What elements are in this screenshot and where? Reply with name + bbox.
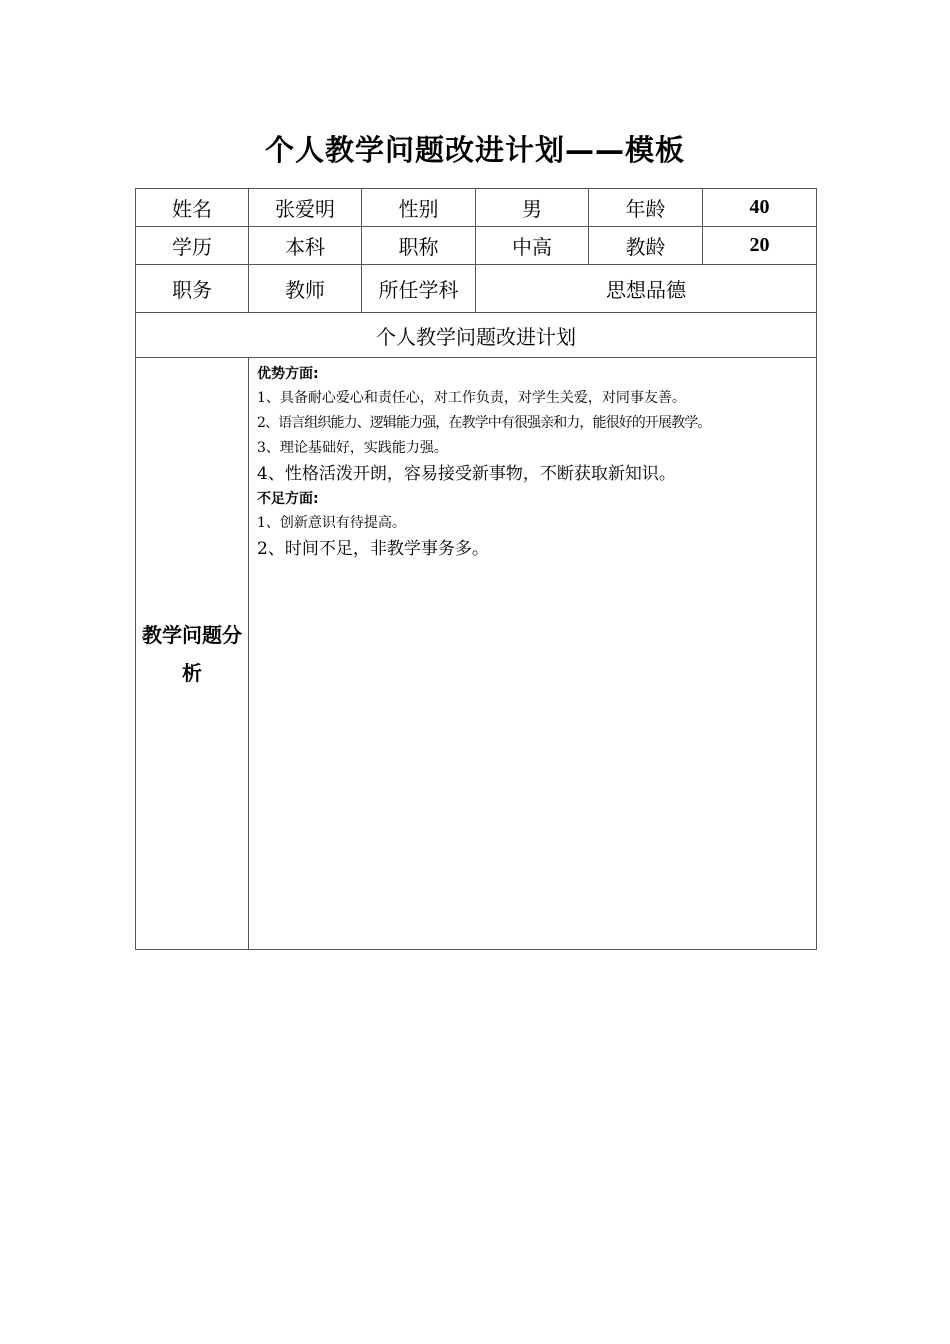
table-row (136, 313, 817, 358)
strengths-heading: 优势方面: (257, 366, 319, 382)
strength-item: 3、理论基础好，实践能力强。 (257, 440, 448, 456)
age-label: 年龄 (589, 189, 703, 227)
strength-item: 4、性格活泼开朗，容易接受新事物，不断获取新知识。 (257, 464, 676, 484)
analysis-label (136, 358, 249, 950)
table-row (136, 189, 817, 227)
analysis-label-line: 教学问题分 (142, 622, 242, 647)
education-label: 学历 (136, 227, 249, 265)
gender-value: 男 (476, 189, 589, 227)
name-value: 张爱明 (249, 189, 362, 227)
gender-label: 性别 (362, 189, 476, 227)
position-value: 教师 (249, 265, 362, 313)
weakness-item: 1、创新意识有待提高。 (257, 515, 406, 531)
rank-value: 中高 (476, 227, 589, 265)
table-row (136, 227, 817, 265)
table-row (136, 358, 817, 950)
analysis-label-line: 析 (182, 660, 202, 685)
subject-label: 所任学科 (362, 265, 476, 313)
name-label: 姓名 (136, 189, 249, 227)
position-label: 职务 (136, 265, 249, 313)
strength-item: 1、具备耐心爱心和责任心，对工作负责，对学生关爱，对同事友善。 (257, 390, 686, 406)
document-title: 个人教学问题改进计划——模板 (264, 133, 685, 167)
age-value: 40 (703, 189, 817, 227)
table-row (136, 265, 817, 313)
rank-label: 职称 (362, 227, 476, 265)
teaching-years-value: 20 (703, 227, 817, 265)
subject-value: 思想品德 (476, 265, 817, 313)
analysis-content (249, 358, 817, 950)
weaknesses-heading: 不足方面: (257, 491, 319, 507)
education-value: 本科 (249, 227, 362, 265)
strength-item: 2、语言组织能力、逻辑能力强，在教学中有很强亲和力，能很好的开展教学。 (257, 415, 711, 431)
plan-form-table (135, 188, 817, 950)
section-heading: 个人教学问题改进计划 (136, 313, 817, 358)
weakness-item: 2、时间不足，非教学事务多。 (257, 539, 489, 559)
teaching-years-label: 教龄 (589, 227, 703, 265)
